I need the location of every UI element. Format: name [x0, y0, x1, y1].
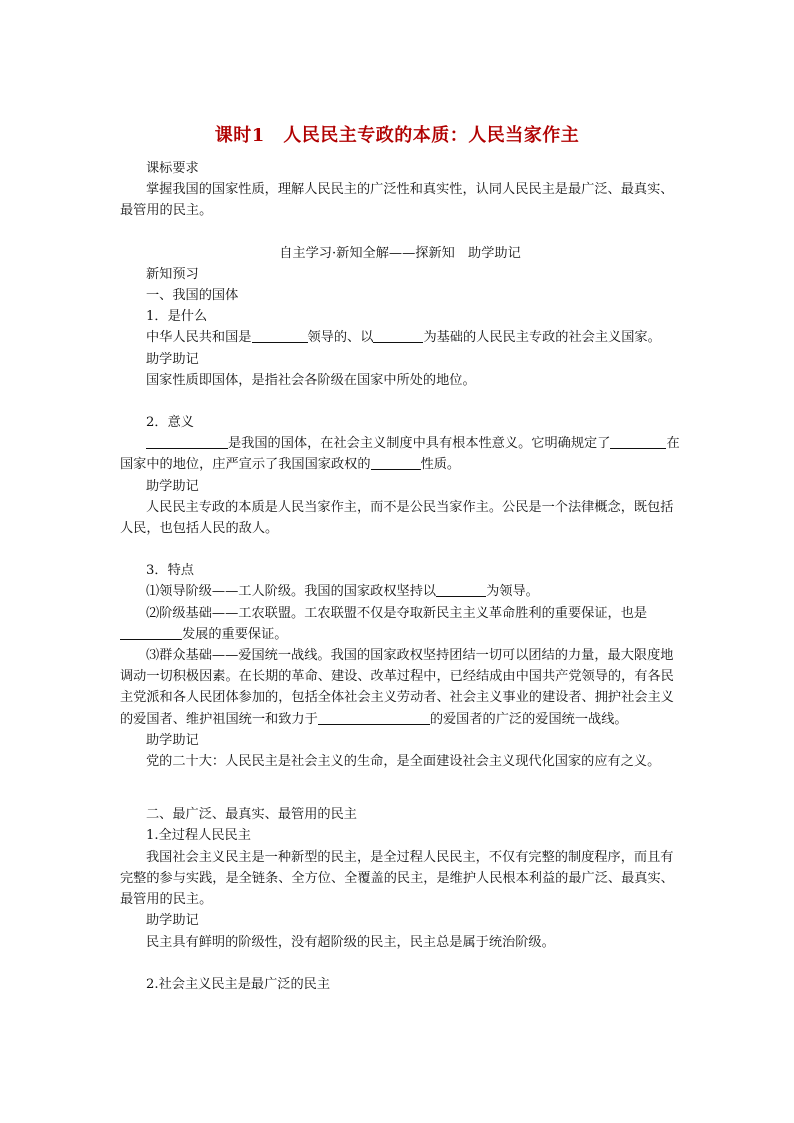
blank-line[interactable] [436, 582, 486, 597]
subheading-features: 3．特点 [146, 563, 194, 579]
blank-line[interactable] [146, 434, 228, 449]
text-segment: 为领导。 [486, 584, 539, 600]
study-aid-label: 助学助记 [146, 478, 199, 494]
blank-line[interactable] [318, 710, 430, 725]
whole-process-text: 我国社会主义民主是一种新型的民主，是全过程人民民主，不仅有完整的制度程序，而且有完整的参与实践，是全链条、全方位、全覆盖的民主，是维护人民根本利益的最广泛、最真实、最管用的民主。 [120, 849, 674, 908]
study-aid-text: 人民民主专政的本质是人民当家作主，而不是公民当家作主。公民是一个法律概念，既包括人民，也包括人民的敌人。 [120, 499, 674, 537]
preview-label: 新知预习 [146, 266, 199, 282]
text-segment: 的爱国者的广泛的爱国统一战线。 [429, 711, 628, 727]
fill-in-sentence-1 [120, 327, 680, 348]
blank-line[interactable] [252, 328, 308, 343]
subheading-what: 1．是什么 [146, 309, 208, 325]
subheading-broadest: 2.社会主义民主是最广泛的民主 [146, 976, 331, 992]
spacer [120, 391, 680, 412]
text-segment: 中华人民共和国是 [146, 330, 252, 346]
subheading-whole-process: 1.全过程人民民主 [146, 828, 251, 844]
section-header: 自主学习·新知全解——探新知 助学助记 [279, 245, 521, 261]
blank-line[interactable] [610, 434, 666, 449]
heading-national-system: 一、我国的国体 [146, 288, 239, 304]
heading-democracy: 二、最广泛、最真实、最管用的民主 [146, 807, 357, 823]
study-aid-text: 国家性质即国体，是指社会各阶级在国家中所处的地位。 [146, 372, 476, 388]
text-segment: ⑴领导阶级——工人阶级。我国的国家政权坚持以 [146, 584, 437, 600]
spacer [120, 772, 680, 804]
spacer [120, 539, 680, 560]
text-segment: 领导的、以 [307, 330, 374, 346]
blank-line[interactable] [373, 328, 423, 343]
blank-line[interactable] [371, 455, 421, 470]
text-segment: 为基础的人民民主专政的社会主义国家。 [423, 330, 661, 346]
lesson-title: 课时1 人民民主专政的本质：人民当家作主 [214, 125, 580, 146]
document-body [120, 158, 680, 995]
study-aid-label: 助学助记 [146, 732, 199, 748]
text-segment: ⑵阶级基础——工农联盟。工农联盟不仅是夺取新民主主义革命胜利的重要保证，也是 [146, 605, 648, 621]
spacer [120, 953, 680, 974]
curriculum-text: 掌握我国的国家性质，理解人民民主的广泛性和真实性，认同人民民主是最广泛、最真实、最管用的民主。 [120, 182, 674, 219]
feature-2 [120, 603, 680, 645]
text-segment: ⑶群众基础——爱国统一战线。我国的国家政权坚持团结一切可以团结的力量，最大限度地调动一切积极因素。在长期的革命、建设、改革过程中，已经结成由中国共产党领导的，有各民主党派和各人民团体参加的，包括全体社会主义劳动者、社会主义事业的建设者、拥护社会主义的爱国者、维护祖国统一和致力于 [120, 648, 674, 727]
text-segment: 性质。 [420, 457, 461, 473]
spacer [120, 222, 680, 243]
study-aid-text: 党的二十大：人民民主是社会主义的生命，是全面建设社会主义现代化国家的应有之义。 [146, 754, 661, 770]
feature-1 [120, 581, 680, 602]
text-segment: 发展的重要保证。 [182, 626, 288, 642]
text-segment: 是我国的国体，在社会主义制度中具有根本性意义。它明确规定了 [228, 436, 611, 452]
blank-line[interactable] [120, 625, 182, 640]
text-segment: 在国家中的地位，庄严宣示了我国国家政权的 [120, 436, 680, 473]
study-aid-text: 民主具有鲜明的阶级性，没有超阶级的民主，民主总是属于统治阶级。 [146, 934, 555, 950]
study-aid-label: 助学助记 [146, 913, 199, 929]
fill-in-sentence-2 [120, 433, 680, 475]
curriculum-label: 课标要求 [146, 161, 199, 176]
study-aid-label: 助学助记 [146, 351, 199, 367]
feature-3 [120, 645, 680, 730]
subheading-significance: 2．意义 [146, 415, 194, 431]
